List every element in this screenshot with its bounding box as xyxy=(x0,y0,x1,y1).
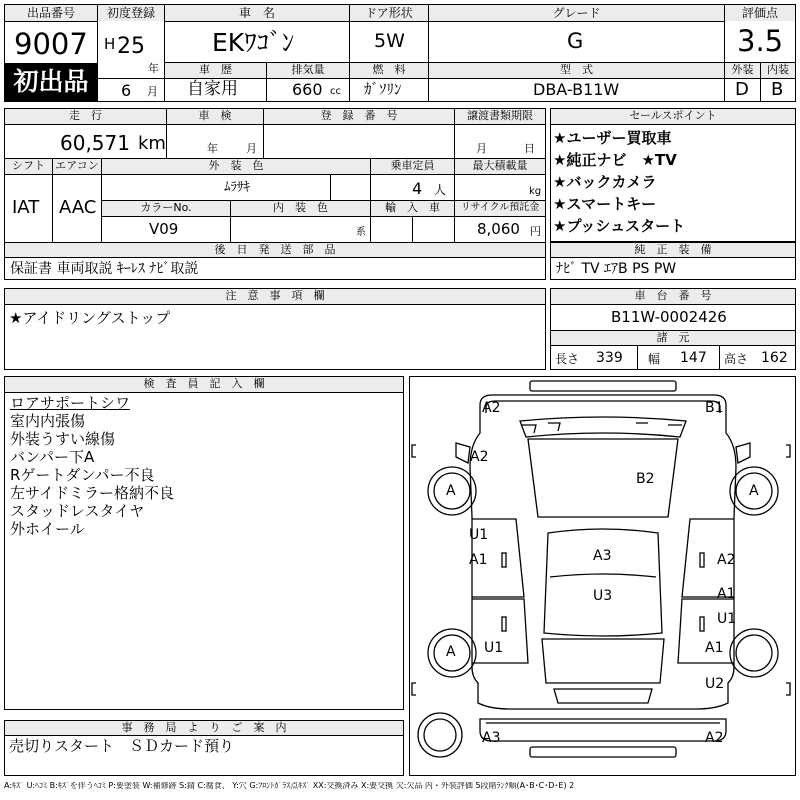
sales-point-3: ★バックカメラ xyxy=(553,173,657,191)
score: 3.5 xyxy=(737,24,784,58)
mark-tire-rl: A xyxy=(446,644,456,660)
mark-front-left: A2 xyxy=(482,400,501,416)
mark-door-fl-u: U1 xyxy=(469,527,489,543)
inspector-line-6: 左サイドミラー格納不良 xyxy=(10,484,174,502)
fuel: ｶﾞｿﾘﾝ xyxy=(364,80,402,98)
mileage: 60,571 xyxy=(60,131,130,155)
height: 162 xyxy=(761,350,788,366)
color-no: V09 xyxy=(149,220,179,238)
first-listing-badge: 初出品 xyxy=(5,63,97,101)
inspection-month-unit: 月 xyxy=(246,142,257,155)
inspector-line-4: バンパー下A xyxy=(10,448,95,466)
mark-door-fr: A2 xyxy=(717,552,736,568)
model-type: DBA-B11W xyxy=(533,80,620,99)
capacity-label: 乗車定員 xyxy=(371,159,454,174)
max-load-unit: kg xyxy=(529,186,542,197)
mark-roof-u: U3 xyxy=(593,588,613,604)
shift-label: シフト xyxy=(5,159,52,174)
mark-rear-left-u: U1 xyxy=(484,640,504,656)
int-grade: B xyxy=(771,79,784,100)
mark-rear-right-u: U2 xyxy=(705,676,725,692)
door: 5W xyxy=(374,30,405,52)
capacity: 4 xyxy=(412,179,423,198)
inspection-year-unit: 年 xyxy=(207,142,218,155)
office-label: 事 務 局 よ り ご 案 内 xyxy=(5,721,403,735)
office-note: 売切りスタート ＳＤカード預り xyxy=(9,737,235,755)
ext-label: 外装 xyxy=(725,63,760,78)
type-label: 型 式 xyxy=(429,63,724,78)
inspector-line-1: ロアサポートシワ xyxy=(10,394,131,412)
mark-door-rr-a: A1 xyxy=(717,586,736,602)
inspector-line-7: スタッドレスタイヤ xyxy=(10,502,145,520)
first-reg-label: 初度登録 xyxy=(98,5,164,21)
mark-front-right: B1 xyxy=(705,400,724,416)
inspector-line-3: 外装うすい線傷 xyxy=(10,430,116,448)
transfer-label: 譲渡書類期限 xyxy=(455,109,545,124)
sales-point-5: ★プッシュスタート xyxy=(553,217,686,235)
inspector-line-2: 室内内張傷 xyxy=(10,412,86,430)
recycle-unit: 円 xyxy=(530,225,541,238)
mark-rear-bumper-left: A3 xyxy=(482,730,501,746)
mark-tire-fr: A xyxy=(749,483,759,499)
chassis-number: B11W-0002426 xyxy=(611,308,727,326)
mileage-unit: km xyxy=(138,133,166,154)
int-label: 内装 xyxy=(761,63,795,78)
genuine-equipment: ﾅﾋﾞ TV ｴｱB PS PW xyxy=(556,261,677,277)
later-parts-label: 後 日 発 送 部 品 xyxy=(5,243,545,257)
sales-points-label: セールスポイント xyxy=(551,109,795,124)
legend: A:ｷｽﾞ U:ﾍｺﾐ B:ｷｽﾞを伴うﾍｺﾐ P:要塗装 W:補修跡 S:錆 C:腐食、 Y:穴 G:ﾌﾛﾝﾄｶﾞﾗｽ点ｷｽﾞ XX:交換済み X:要交換 欠:欠品 内・外装評価 5段階ﾗﾝｸ順(A･B･C･D･E) 2 xyxy=(4,782,575,790)
displacement-unit: cc xyxy=(330,86,341,97)
reg-no-label: 登 録 番 号 xyxy=(264,109,454,124)
mileage-label: 走 行 xyxy=(5,109,166,124)
mark-door-fl-a: A1 xyxy=(469,552,488,568)
mark-fender-left: A2 xyxy=(470,449,489,465)
car-outline-svg xyxy=(410,377,795,775)
mark-roof-a: A3 xyxy=(593,548,612,564)
width: 147 xyxy=(680,350,707,366)
ext-color-label: 外 装 色 xyxy=(102,159,370,174)
recycle-label: リサイクル預託金 xyxy=(455,201,545,216)
grade: G xyxy=(567,29,584,53)
chassis-label: 車 台 番 号 xyxy=(551,289,795,304)
sales-point-2: ★純正ナビ ★TV xyxy=(553,151,677,169)
length: 339 xyxy=(596,350,623,366)
score-label: 評価点 xyxy=(725,5,795,21)
transfer-day: 日 xyxy=(524,142,535,155)
mark-rear-right-a: A1 xyxy=(705,640,724,656)
max-load-label: 最大積載量 xyxy=(455,159,545,174)
length-label: 長さ xyxy=(555,352,580,366)
import-label: 輸 入 車 xyxy=(371,201,454,216)
height-label: 高さ xyxy=(724,352,749,366)
fuel-label: 燃 料 xyxy=(350,63,428,78)
displacement: 660 xyxy=(292,80,323,99)
car-diagram xyxy=(409,376,796,776)
sales-point-4: ★スマートキー xyxy=(553,195,657,213)
sales-point-1: ★ユーザー買取車 xyxy=(553,129,672,147)
caution-note: ★アイドリングストップ xyxy=(9,309,171,327)
history: 自家用 xyxy=(187,79,238,99)
era: H xyxy=(104,35,116,53)
color-no-label: カラーNo. xyxy=(102,201,230,216)
lot-no-label: 出品番号 xyxy=(5,5,97,21)
inspector-line-8: 外ホイール xyxy=(10,520,85,538)
model-name: EKﾜｺﾞﾝ xyxy=(212,28,295,57)
ext-grade: D xyxy=(735,79,749,100)
grade-label: グレード xyxy=(429,5,724,21)
capacity-unit: 人 xyxy=(434,183,447,197)
int-color-suffix: 系 xyxy=(356,227,366,238)
door-label: ドア形状 xyxy=(350,5,428,21)
caution-label: 注 意 事 項 欄 xyxy=(5,289,545,304)
month: 6 xyxy=(121,81,132,100)
lot-no: 9007 xyxy=(14,27,88,61)
history-label: 車 歴 xyxy=(165,63,266,78)
year-unit: 年 xyxy=(148,62,159,75)
genuine-label: 純 正 装 備 xyxy=(551,243,795,257)
transfer-month: 月 xyxy=(476,142,487,155)
specs-label: 諸 元 xyxy=(551,331,795,345)
mark-door-rr-u: U1 xyxy=(717,611,737,627)
year: 25 xyxy=(117,34,145,59)
ac: AAC xyxy=(59,197,97,218)
recycle: 8,060 xyxy=(477,220,520,238)
model-name-label: 車 名 xyxy=(165,5,349,21)
int-color-label: 内 装 色 xyxy=(231,201,370,216)
inspector-line-5: Rゲートダンパー不良 xyxy=(10,466,155,484)
mark-hood: B2 xyxy=(636,471,655,487)
later-parts: 保証書 車両取説 ｷｰﾚｽ ﾅﾋﾞ取説 xyxy=(10,261,199,277)
mark-tire-fl: A xyxy=(446,483,456,499)
displacement-label: 排気量 xyxy=(267,63,349,78)
inspector-label: 検 査 員 記 入 欄 xyxy=(5,377,403,392)
ext-color: ﾑﾗｻｷ xyxy=(224,180,250,195)
shift: IAT xyxy=(12,197,40,218)
mark-rear-bumper-right: A2 xyxy=(705,730,724,746)
inspection-label: 車 検 xyxy=(167,109,263,124)
ac-label: エアコン xyxy=(53,159,101,174)
month-unit: 月 xyxy=(147,85,158,98)
width-label: 幅 xyxy=(648,352,661,366)
